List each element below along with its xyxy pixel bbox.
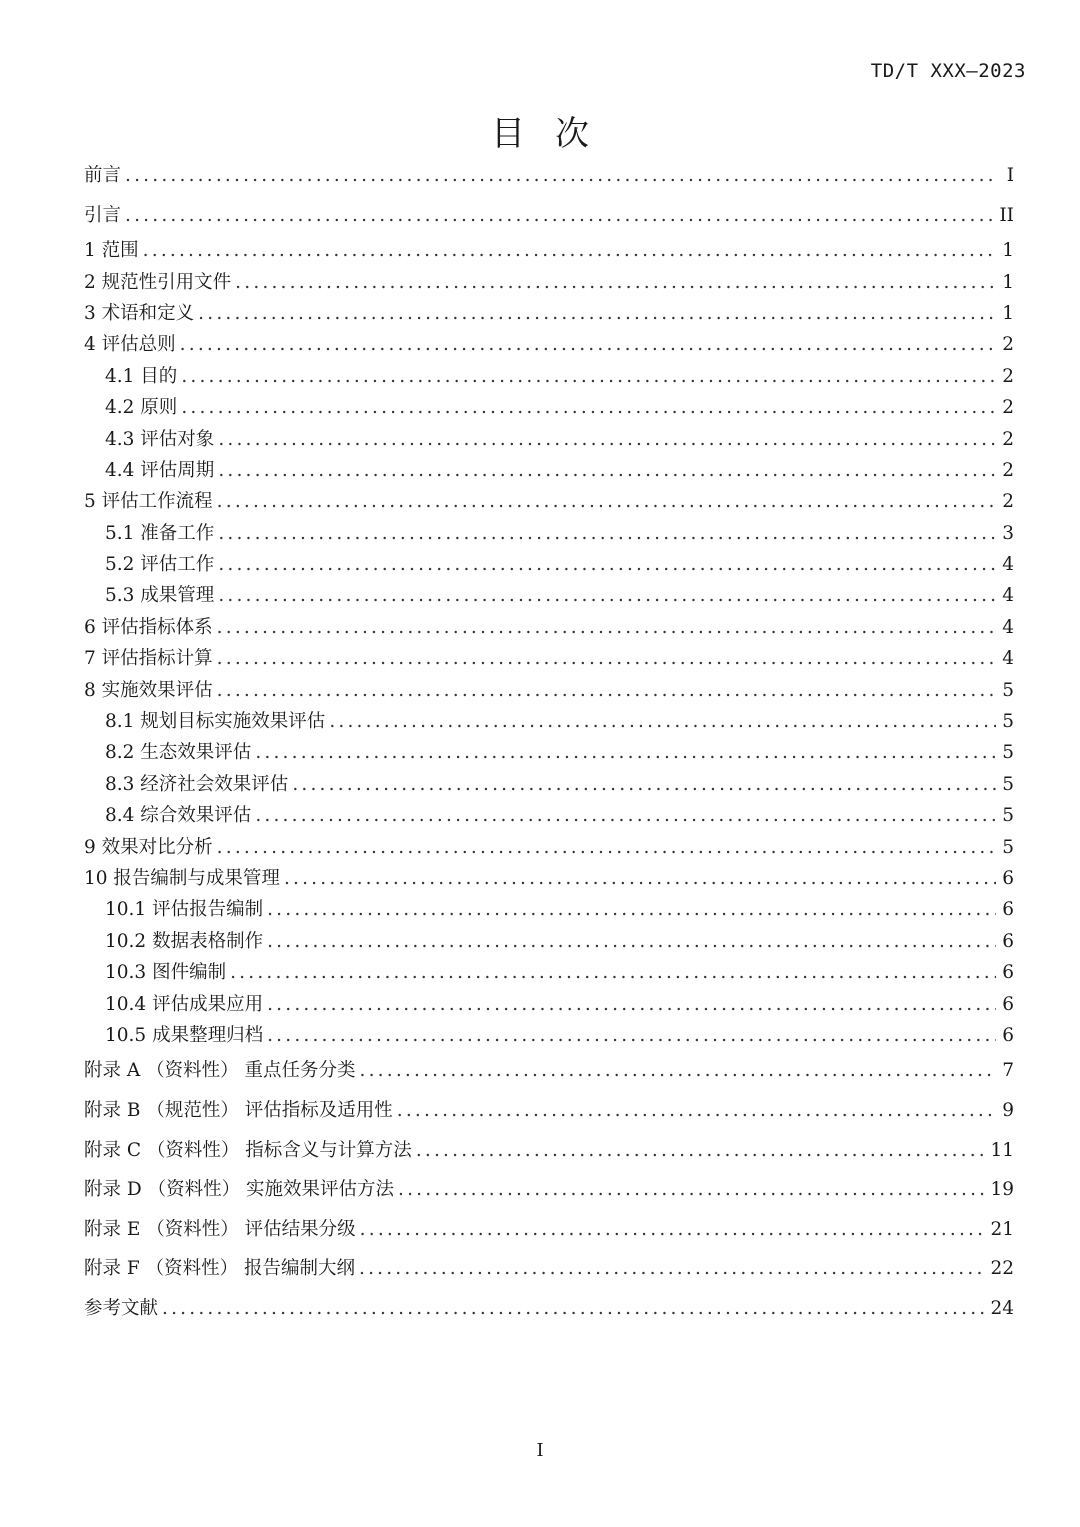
- toc-entry-label: 附录 C （资料性） 指标含义与计算方法: [84, 1139, 412, 1161]
- toc-entry[interactable]: [84, 706, 1014, 737]
- toc-entry-label: 5.2 评估工作: [105, 554, 215, 576]
- toc-entry[interactable]: [84, 643, 1014, 674]
- toc-entry-label: 附录 A （资料性） 重点任务分类: [84, 1060, 356, 1082]
- toc-entry-page: 21: [990, 1218, 1014, 1240]
- table-of-contents: [84, 156, 1014, 1329]
- toc-entry-page: 4: [1002, 554, 1014, 576]
- toc-leader-dots: [218, 580, 996, 611]
- toc-leader-dots: [217, 832, 997, 863]
- toc-entry-label: 8 实施效果评估: [84, 679, 213, 701]
- toc-leader-dots: [217, 486, 997, 517]
- toc-entry-page: 6: [1002, 930, 1014, 952]
- toc-entry-page: 4: [1002, 585, 1014, 607]
- toc-entry[interactable]: [84, 612, 1014, 643]
- toc-entry-page: 3: [1002, 522, 1014, 544]
- toc-entry-label: 4.1 目的: [105, 365, 178, 387]
- toc-entry-page: 2: [1002, 334, 1014, 356]
- toc-entry[interactable]: [84, 675, 1014, 706]
- toc-entry-page: 2: [1002, 365, 1014, 387]
- toc-entry[interactable]: [84, 1210, 1014, 1250]
- toc-entry-page: 11: [990, 1139, 1014, 1161]
- toc-entry[interactable]: [84, 518, 1014, 549]
- toc-entry-page: 6: [1002, 1024, 1014, 1046]
- toc-entry-label: 参考文献: [84, 1297, 159, 1319]
- toc-entry-label: 前言: [84, 165, 122, 186]
- toc-entry[interactable]: [84, 267, 1014, 298]
- toc-entry-label: 附录 D （资料性） 实施效果评估方法: [84, 1179, 394, 1201]
- toc-leader-dots: [255, 800, 996, 831]
- toc-entry[interactable]: [84, 1289, 1014, 1329]
- toc-entry[interactable]: [84, 1020, 1014, 1051]
- toc-entry[interactable]: [84, 455, 1014, 486]
- toc-entry[interactable]: [84, 361, 1014, 392]
- toc-entry-page: 5: [1002, 773, 1014, 795]
- toc-entry[interactable]: [84, 957, 1014, 988]
- toc-leader-dots: [198, 298, 996, 329]
- toc-entry[interactable]: [84, 1249, 1014, 1289]
- toc-entry[interactable]: [84, 580, 1014, 611]
- toc-leader-dots: [235, 267, 996, 298]
- toc-entry-label: 3 术语和定义: [84, 302, 195, 324]
- toc-entry-label: 5.3 成果管理: [105, 585, 215, 607]
- toc-entry-label: 10.3 图件编制: [105, 962, 227, 984]
- toc-entry[interactable]: [84, 298, 1014, 329]
- toc-entry-label: 7 评估指标计算: [84, 648, 213, 670]
- toc-leader-dots: [217, 612, 997, 643]
- toc-entry[interactable]: [84, 549, 1014, 580]
- page-number: I: [536, 1440, 544, 1461]
- toc-entry-label: 5.1 准备工作: [105, 522, 215, 544]
- toc-entry-page: I: [1006, 165, 1014, 186]
- toc-entry[interactable]: [84, 737, 1014, 768]
- toc-entry[interactable]: [84, 329, 1014, 360]
- toc-entry-label: 10.1 评估报告编制: [105, 899, 264, 921]
- toc-entry-label: 附录 E （资料性） 评估结果分级: [84, 1218, 356, 1240]
- toc-leader-dots: [125, 196, 993, 236]
- toc-leader-dots: [267, 1020, 996, 1051]
- toc-entry-page: 5: [1002, 742, 1014, 764]
- toc-leader-dots: [359, 1249, 984, 1289]
- toc-leader-dots: [162, 1289, 984, 1329]
- toc-entry-page: 24: [990, 1297, 1014, 1319]
- toc-entry-page: 19: [990, 1179, 1014, 1201]
- toc-entry-page: II: [999, 204, 1014, 226]
- toc-leader-dots: [125, 156, 998, 196]
- toc-entry[interactable]: [84, 800, 1014, 831]
- toc-leader-dots: [329, 706, 996, 737]
- toc-leader-dots: [181, 361, 996, 392]
- toc-leader-dots: [218, 549, 996, 580]
- toc-entry-label: 8.4 综合效果评估: [105, 805, 252, 827]
- toc-entry-page: 6: [1002, 962, 1014, 984]
- toc-entry-label: 引言: [84, 204, 122, 226]
- toc-entry-label: 10.4 评估成果应用: [105, 993, 264, 1015]
- toc-entry[interactable]: [84, 832, 1014, 863]
- toc-entry-label: 4 评估总则: [84, 334, 176, 356]
- toc-entry[interactable]: [84, 424, 1014, 455]
- toc-entry[interactable]: [84, 196, 1014, 236]
- toc-leader-dots: [267, 894, 996, 925]
- toc-entry-page: 2: [1002, 428, 1014, 450]
- toc-leader-dots: [397, 1091, 996, 1131]
- toc-entry[interactable]: [84, 1170, 1014, 1210]
- toc-entry-label: 9 效果对比分析: [84, 836, 213, 858]
- toc-leader-dots: [181, 392, 996, 423]
- toc-entry-page: 5: [1002, 836, 1014, 858]
- toc-leader-dots: [398, 1170, 984, 1210]
- toc-entry-label: 4.2 原则: [105, 397, 178, 419]
- toc-entry-page: 4: [1002, 616, 1014, 638]
- toc-leader-dots: [416, 1131, 985, 1171]
- document-code: TD/T XXX—2023: [870, 60, 1026, 82]
- toc-entry[interactable]: [84, 235, 1014, 266]
- toc-leader-dots: [143, 235, 997, 266]
- toc-entry-label: 4.4 评估周期: [105, 459, 215, 481]
- toc-entry-label: 8.2 生态效果评估: [105, 742, 252, 764]
- toc-entry-page: 4: [1002, 648, 1014, 670]
- toc-entry-page: 5: [1002, 679, 1014, 701]
- toc-entry[interactable]: [84, 863, 1014, 894]
- toc-entry-page: 1: [1002, 271, 1014, 293]
- toc-leader-dots: [217, 675, 997, 706]
- toc-entry-page: 6: [1002, 899, 1014, 921]
- toc-entry-label: 附录 F （资料性） 报告编制大纲: [84, 1258, 355, 1280]
- toc-entry-label: 8.1 规划目标实施效果评估: [105, 711, 326, 733]
- toc-entry[interactable]: [84, 1131, 1014, 1171]
- toc-leader-dots: [218, 518, 996, 549]
- toc-entry-page: 6: [1002, 993, 1014, 1015]
- toc-entry-page: 9: [1002, 1099, 1014, 1121]
- toc-entry-label: 1 范围: [84, 240, 139, 262]
- toc-entry-label: 10.2 数据表格制作: [105, 930, 264, 952]
- toc-entry[interactable]: [84, 1091, 1014, 1131]
- toc-entry[interactable]: [84, 156, 1014, 196]
- toc-entry-page: 5: [1002, 711, 1014, 733]
- toc-entry-page: 7: [1002, 1060, 1014, 1082]
- toc-entry[interactable]: [84, 894, 1014, 925]
- toc-entry[interactable]: [84, 926, 1014, 957]
- toc-entry-page: 2: [1002, 459, 1014, 481]
- toc-entry[interactable]: [84, 769, 1014, 800]
- toc-entry-page: 22: [990, 1258, 1014, 1280]
- toc-leader-dots: [360, 1210, 985, 1250]
- toc-leader-dots: [180, 329, 997, 360]
- toc-entry[interactable]: [84, 486, 1014, 517]
- toc-entry-page: 6: [1002, 868, 1014, 889]
- toc-entry-label: 2 规范性引用文件: [84, 271, 232, 293]
- toc-entry-page: 2: [1002, 397, 1014, 419]
- toc-entry[interactable]: [84, 392, 1014, 423]
- toc-leader-dots: [292, 769, 996, 800]
- toc-entry-page: 5: [1002, 805, 1014, 827]
- toc-entry-page: 2: [1002, 491, 1014, 513]
- toc-leader-dots: [284, 863, 996, 894]
- toc-leader-dots: [255, 737, 996, 768]
- toc-entry-label: 5 评估工作流程: [84, 491, 213, 513]
- toc-entry[interactable]: [84, 989, 1014, 1020]
- toc-entry-label: 6 评估指标体系: [84, 616, 213, 638]
- page-title: 目次: [491, 114, 619, 154]
- toc-leader-dots: [230, 957, 996, 988]
- toc-leader-dots: [217, 643, 997, 674]
- toc-leader-dots: [267, 926, 996, 957]
- toc-entry-page: 1: [1002, 240, 1014, 262]
- toc-entry-label: 4.3 评估对象: [105, 428, 215, 450]
- toc-leader-dots: [218, 455, 996, 486]
- toc-entry-label: 附录 B （规范性） 评估指标及适用性: [84, 1099, 393, 1121]
- toc-leader-dots: [267, 989, 996, 1020]
- toc-leader-dots: [218, 424, 996, 455]
- toc-entry[interactable]: [84, 1051, 1014, 1091]
- toc-leader-dots: [360, 1051, 997, 1091]
- toc-entry-page: 1: [1002, 302, 1014, 324]
- toc-entry-label: 8.3 经济社会效果评估: [105, 773, 289, 795]
- toc-entry-label: 10 报告编制与成果管理: [84, 868, 280, 889]
- toc-entry-label: 10.5 成果整理归档: [105, 1024, 264, 1046]
